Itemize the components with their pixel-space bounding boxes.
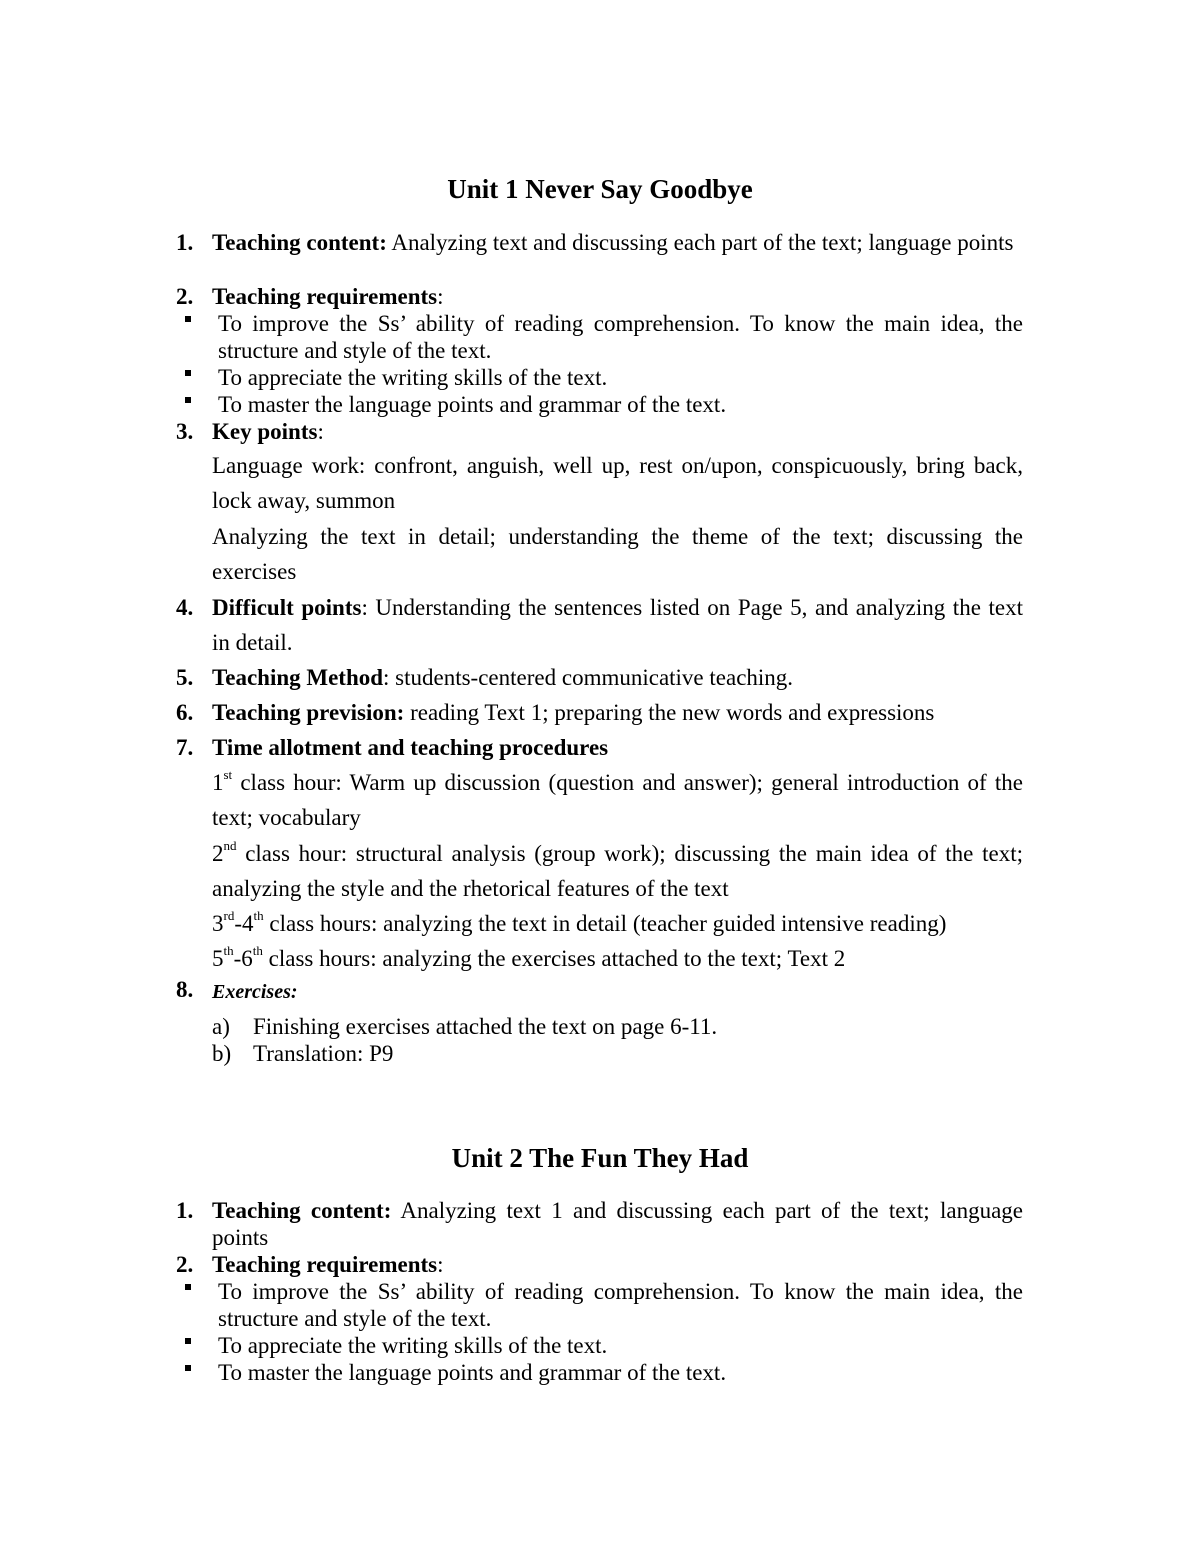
- requirement-item: To appreciate the writing skills of the text.: [218, 1333, 608, 1358]
- item-text: :: [317, 419, 324, 444]
- square-bullet-icon: [185, 397, 191, 403]
- ordinal-number: 5: [212, 946, 224, 971]
- square-bullet-icon: [185, 1338, 191, 1344]
- exercise-item: Translation: P9: [253, 1041, 394, 1066]
- teaching-requirements: [212, 283, 1023, 310]
- item-number: 1.: [176, 230, 194, 255]
- item-label: Teaching prevision:: [212, 700, 405, 725]
- exercise-letter: a): [212, 1014, 230, 1039]
- item-number: 5.: [176, 665, 194, 690]
- item-number: 1.: [176, 1198, 194, 1223]
- ordinal-number: -6: [233, 946, 253, 971]
- item-number: 4.: [176, 595, 194, 620]
- ordinal-suffix: th: [253, 908, 264, 924]
- item-text: Analyzing text 1 and discussing each part of the text; language points: [212, 1198, 1023, 1250]
- item-number: 2.: [176, 1252, 194, 1277]
- ordinal-suffix: nd: [223, 838, 237, 854]
- item-label: Teaching requirements: [212, 1252, 438, 1277]
- item-number: 6.: [176, 700, 194, 725]
- procedure-text: class hours: analyzing the text in detail (teacher guided intensive reading): [263, 911, 947, 936]
- item-text: : Understanding the sentences listed on Page 5, and analyzing the text in detail.: [212, 595, 1023, 655]
- procedure-hours-3-4: [212, 906, 1023, 941]
- key-points-analysis: Analyzing the text in detail; understanding the theme of the text; discussing the exercises: [212, 524, 1023, 584]
- square-bullet-icon: [185, 1284, 191, 1290]
- item-number: 8.: [176, 977, 194, 1002]
- ordinal-number: -4: [234, 911, 254, 936]
- procedure-hour-2: [212, 836, 1023, 906]
- procedure-hour-1: [212, 765, 1023, 835]
- item-text: :: [437, 284, 444, 309]
- square-bullet-icon: [185, 370, 191, 376]
- item-number: 3.: [176, 419, 194, 444]
- requirement-item: To master the language points and grammar of the text.: [218, 1360, 727, 1385]
- square-bullet-icon: [185, 1365, 191, 1371]
- ordinal-number: 3: [212, 911, 224, 936]
- requirement-item: To master the language points and grammar of the text.: [218, 392, 727, 417]
- item-label: Time allotment and teaching procedures: [212, 735, 609, 760]
- ordinal-suffix: rd: [223, 908, 235, 924]
- ordinal-suffix: st: [223, 767, 233, 783]
- item-label: Difficult points: [212, 595, 362, 620]
- teaching-content: [212, 229, 1023, 256]
- item-label: Teaching content:: [212, 1198, 392, 1223]
- teaching-requirements: [212, 1251, 1023, 1278]
- ordinal-suffix: th: [252, 943, 263, 959]
- item-number: 2.: [176, 284, 194, 309]
- procedure-text: class hour: structural analysis (group work); discussing the main idea of the text; analyzing the style and the rhetorical features of the text: [212, 841, 1023, 901]
- item-label: Teaching content:: [212, 230, 387, 255]
- teaching-method: [212, 664, 1023, 691]
- item-text: reading Text 1; preparing the new words and expressions: [404, 700, 935, 725]
- requirement-item: To improve the Ss’ ability of reading comprehension. To know the main idea, the structure and style of the text.: [218, 311, 1023, 363]
- key-points-language-work: Language work: confront, anguish, well up, rest on/upon, conspicuously, bring back, lock away, summon: [212, 453, 1023, 513]
- unit-2-title: Unit 2 The Fun They Had: [451, 1143, 749, 1173]
- item-label: Teaching Method: [212, 665, 384, 690]
- difficult-points: [212, 590, 1023, 660]
- item-text: Analyzing text and discussing each part of the text; language points: [386, 230, 1014, 255]
- teaching-prevision: [212, 699, 1023, 726]
- item-label: Teaching requirements: [212, 284, 438, 309]
- square-bullet-icon: [185, 316, 191, 322]
- ordinal-number: 1: [212, 770, 224, 795]
- procedure-text: class hour: Warm up discussion (question and answer); general introduction of the text; vocabulary: [212, 770, 1023, 830]
- procedure-text: class hours: analyzing the exercises attached to the text; Text 2: [262, 946, 846, 971]
- ordinal-number: 2: [212, 841, 224, 866]
- exercise-letter: b): [212, 1041, 232, 1066]
- time-allotment: [212, 734, 1023, 761]
- procedure-hours-5-6: [212, 941, 1023, 976]
- exercise-item: Finishing exercises attached the text on page 6-11.: [253, 1014, 718, 1039]
- key-points: [212, 418, 1023, 445]
- item-text: : students-centered communicative teaching.: [383, 665, 794, 690]
- item-label: Exercises:: [212, 981, 298, 1003]
- unit-1-title: Unit 1 Never Say Goodbye: [447, 174, 753, 204]
- requirement-item: To appreciate the writing skills of the text.: [218, 365, 608, 390]
- item-label: Key points: [212, 419, 318, 444]
- requirement-item: To improve the Ss’ ability of reading comprehension. To know the main idea, the structure and style of the text.: [218, 1279, 1023, 1331]
- teaching-content: [212, 1197, 1023, 1251]
- ordinal-suffix: th: [223, 943, 234, 959]
- item-text: :: [437, 1252, 444, 1277]
- exercises-heading: [212, 977, 1023, 1006]
- item-number: 7.: [176, 735, 194, 760]
